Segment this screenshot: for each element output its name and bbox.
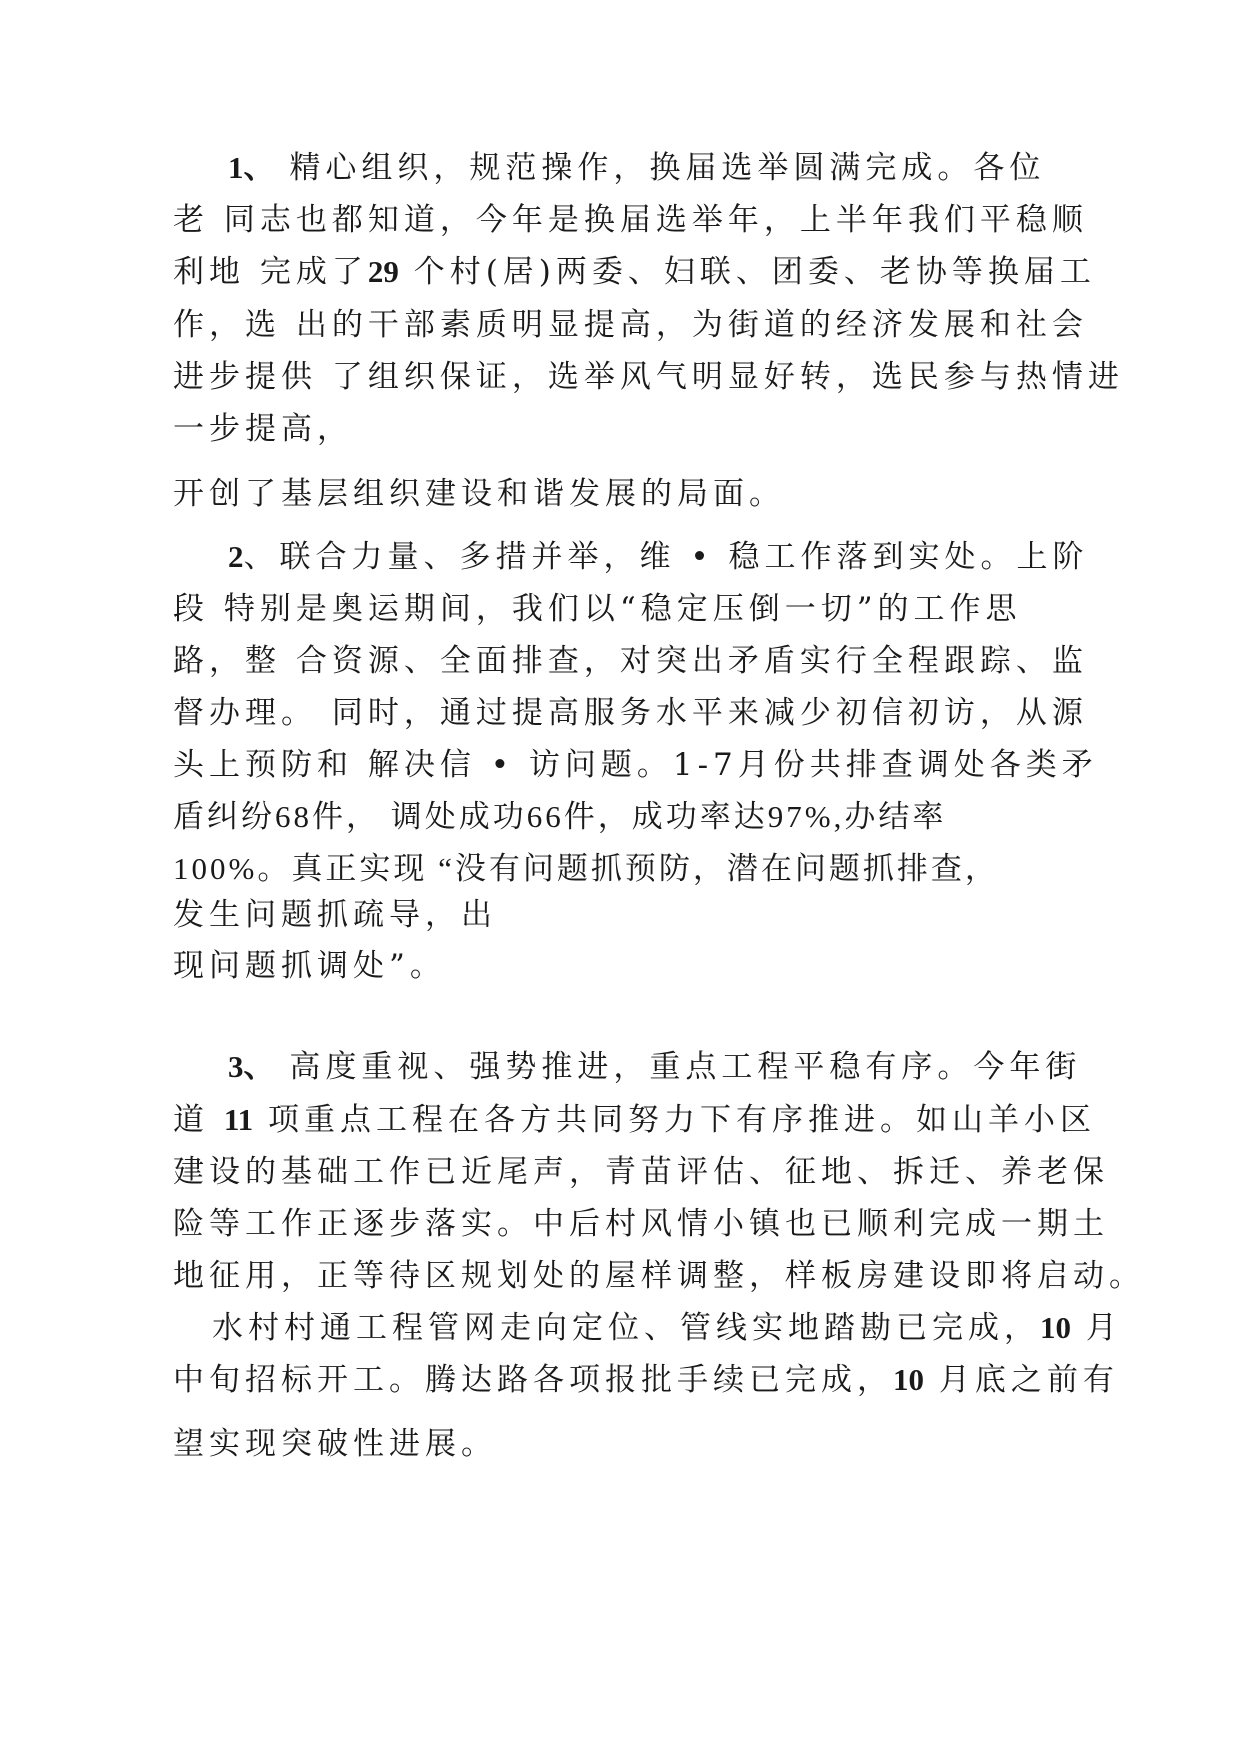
- text-run: 发生问题抓疏导，出: [173, 897, 497, 933]
- paragraph-2-line-1: [228, 537, 1089, 577]
- text-run: 、联合力量、多措并举，维 • 稳工作落到实处。上阶: [243, 539, 1089, 575]
- paragraph-3-line-5: [173, 1256, 1145, 1296]
- number-run: 10: [1040, 1310, 1071, 1345]
- text-run: 100%。真正实现 “没有问题抓预防，潜在问题抓排查，: [173, 851, 999, 886]
- text-run: 作，选 出的干部素质明显提高，为街道的经济发展和社会: [173, 307, 1088, 343]
- paragraph-2-line-9: [173, 946, 446, 986]
- paragraph-3-line-8: [173, 1424, 497, 1464]
- paragraph-2-line-8: [173, 895, 497, 935]
- text-run: 道: [173, 1102, 224, 1138]
- paragraph-3-line-6: [212, 1308, 1122, 1348]
- text-run: 现问题抓调处”。: [173, 948, 446, 984]
- text-run: 利地 完成了: [173, 254, 368, 290]
- text-run: 地征用，正等待区规划处的屋样调整，样板房建设即将启动。: [173, 1258, 1145, 1294]
- text-run: 水村村通工程管网走向定位、管线实地踏勘已完成，: [212, 1310, 1040, 1346]
- item-number: 1、: [228, 150, 275, 185]
- paragraph-3-line-1: [228, 1047, 1081, 1087]
- paragraph-2-line-3: [173, 641, 1088, 681]
- paragraph-1-line-3: [173, 252, 1096, 292]
- text-run: 高度重视、强势推进，重点工程平稳有序。今年街: [274, 1049, 1082, 1085]
- paragraph-3-line-2: [173, 1100, 1096, 1140]
- text-run: 精心组织，规范操作，换届选举圆满完成。各位: [274, 150, 1046, 186]
- number-run: 10: [893, 1362, 924, 1397]
- paragraph-2-line-5: [173, 745, 1098, 785]
- item-number: 2: [228, 539, 244, 574]
- paragraph-1-line-6: [173, 409, 353, 449]
- item-number: 3、: [228, 1049, 275, 1084]
- text-run: 头上预防和 解决信 • 访问题。1-7月份共排查调处各类矛: [173, 747, 1098, 783]
- paragraph-1-line-5: [173, 357, 1124, 397]
- paragraph-3-line-4: [173, 1204, 1109, 1244]
- text-run: 路，整 合资源、全面排查，对突出矛盾实行全程跟踪、监: [173, 643, 1088, 679]
- text-run: 督办理。 同时，通过提高服务水平来减少初信初访，从源: [173, 695, 1088, 731]
- text-run: 建设的基础工作已近尾声，青苗评估、征地、拆迁、养老保: [173, 1154, 1109, 1190]
- paragraph-2-line-2: [173, 589, 1022, 629]
- paragraph-2-line-7: [173, 849, 999, 889]
- text-run: 项重点工程在各方共同努力下有序推进。如山羊小区: [253, 1102, 1097, 1138]
- paragraph-1-line-1: [228, 148, 1045, 188]
- number-run: 11: [223, 1102, 254, 1137]
- text-run: 段 特别是奥运期间，我们以“稳定压倒一切”的工作思: [173, 591, 1022, 627]
- text-run: 老 同志也都知道，今年是换届选举年，上半年我们平稳顺: [173, 202, 1088, 238]
- paragraph-2-line-4: [173, 693, 1088, 733]
- text-run: 月: [1071, 1310, 1122, 1346]
- paragraph-2-line-6: [173, 797, 946, 837]
- text-run: 个村(居)两委、妇联、团委、老协等换届工: [398, 254, 1096, 290]
- text-run: 盾纠纷68件， 调处成功66件，成功率达97%,办结率: [173, 799, 947, 834]
- text-run: 中旬招标开工。腾达路各项报批手续已完成，: [173, 1362, 893, 1398]
- paragraph-1-line-2: [173, 200, 1088, 240]
- paragraph-1-line-4: [173, 305, 1088, 345]
- paragraph-1-line-7: [173, 474, 785, 514]
- text-run: 月底之前有: [924, 1362, 1119, 1398]
- text-run: 险等工作正逐步落实。中后村风情小镇也已顺利完成一期土: [173, 1206, 1109, 1242]
- text-run: 进步提供 了组织保证，选举风气明显好转，选民参与热情进: [173, 359, 1124, 395]
- text-run: 一步提高，: [173, 411, 353, 447]
- text-run: 开创了基层组织建设和谐发展的局面。: [173, 476, 785, 512]
- paragraph-3-line-3: [173, 1152, 1109, 1192]
- paragraph-3-line-7: [173, 1360, 1119, 1400]
- number-run: 29: [367, 254, 399, 289]
- text-run: 望实现突破性进展。: [173, 1426, 497, 1462]
